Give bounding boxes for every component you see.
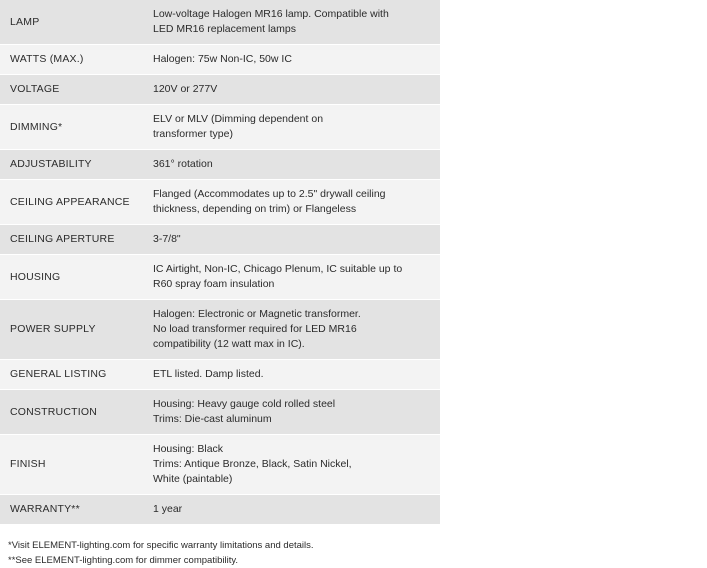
table-row bbox=[0, 180, 440, 225]
spec-value-line: transformer type) bbox=[153, 128, 233, 140]
spec-value-line: Housing: Heavy gauge cold rolled steel bbox=[153, 398, 336, 410]
spec-value-line: White (paintable) bbox=[153, 473, 233, 485]
spec-value bbox=[143, 0, 440, 45]
spec-value bbox=[143, 495, 440, 525]
spec-value bbox=[143, 360, 440, 390]
spec-label: CONSTRUCTION bbox=[0, 390, 143, 435]
spec-label: FINISH bbox=[0, 435, 143, 495]
table-row bbox=[0, 300, 440, 360]
spec-value-line: ETL listed. Damp listed. bbox=[153, 368, 264, 380]
spec-label: GENERAL LISTING bbox=[0, 360, 143, 390]
table-row bbox=[0, 495, 440, 525]
spec-value-line: Trims: Antique Bronze, Black, Satin Nickel, bbox=[153, 458, 352, 470]
spec-label: VOLTAGE bbox=[0, 75, 143, 105]
table-row bbox=[0, 225, 440, 255]
spec-value bbox=[143, 180, 440, 225]
spec-value-line: compatibility (12 watt max in IC). bbox=[153, 338, 305, 350]
table-row bbox=[0, 105, 440, 150]
spec-value-line: 3-7/8" bbox=[153, 233, 181, 245]
spec-value-line: LED MR16 replacement lamps bbox=[153, 23, 296, 35]
spec-value-line: ELV or MLV (Dimming dependent on bbox=[153, 113, 324, 125]
spec-label: DIMMING* bbox=[0, 105, 143, 150]
spec-value-line: Housing: Black bbox=[153, 443, 224, 455]
spec-value-line: Halogen: 75w Non-IC, 50w IC bbox=[153, 53, 292, 65]
footnote: **See ELEMENT-lighting.com for dimmer compatibility. bbox=[8, 555, 239, 566]
spec-value-line: R60 spray foam insulation bbox=[153, 278, 275, 290]
spec-value-line: thickness, depending on trim) or Flangeless bbox=[153, 203, 357, 215]
spec-value-line: Halogen: Electronic or Magnetic transformer. bbox=[153, 308, 361, 320]
spec-value-line: 1 year bbox=[153, 503, 183, 515]
spec-value bbox=[143, 45, 440, 75]
table-row bbox=[0, 75, 440, 105]
spec-value-line: 120V or 277V bbox=[153, 83, 218, 95]
spec-value-line: IC Airtight, Non-IC, Chicago Plenum, IC suitable up to bbox=[153, 263, 403, 275]
footnote: *Visit ELEMENT-lighting.com for specific warranty limitations and details. bbox=[8, 540, 314, 551]
spec-label: WATTS (MAX.) bbox=[0, 45, 143, 75]
spec-label: POWER SUPPLY bbox=[0, 300, 143, 360]
table-row bbox=[0, 390, 440, 435]
spec-value-line: No load transformer required for LED MR16 bbox=[153, 323, 357, 335]
spec-label: CEILING APPEARANCE bbox=[0, 180, 143, 225]
footnotes bbox=[0, 538, 707, 568]
spec-value-line: 361° rotation bbox=[153, 158, 213, 170]
spec-value bbox=[143, 105, 440, 150]
table-row bbox=[0, 0, 440, 45]
table-row bbox=[0, 360, 440, 390]
spec-label: WARRANTY** bbox=[0, 495, 143, 525]
spec-value bbox=[143, 435, 440, 495]
spec-label: HOUSING bbox=[0, 255, 143, 300]
spec-label: CEILING APERTURE bbox=[0, 225, 143, 255]
table-row bbox=[0, 435, 440, 495]
spec-value bbox=[143, 300, 440, 360]
table-row bbox=[0, 150, 440, 180]
spec-value bbox=[143, 150, 440, 180]
table-row bbox=[0, 255, 440, 300]
spec-value-line: Trims: Die-cast aluminum bbox=[153, 413, 272, 425]
spec-value bbox=[143, 225, 440, 255]
table-row bbox=[0, 45, 440, 75]
spec-value-line: Flanged (Accommodates up to 2.5" drywall ceiling bbox=[153, 188, 386, 200]
spec-value-line: Low-voltage Halogen MR16 lamp. Compatible with bbox=[153, 8, 389, 20]
spec-value bbox=[143, 255, 440, 300]
spec-label: ADJUSTABILITY bbox=[0, 150, 143, 180]
spec-value bbox=[143, 75, 440, 105]
spec-label: LAMP bbox=[0, 0, 143, 45]
spec-value bbox=[143, 390, 440, 435]
